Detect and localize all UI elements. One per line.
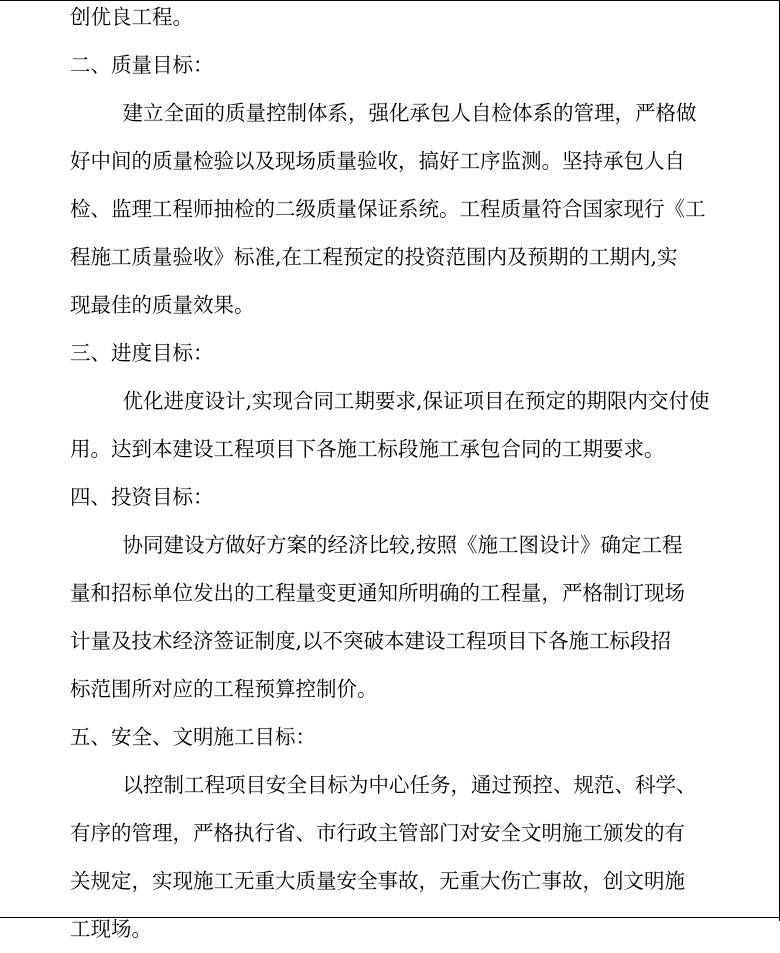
safety-line-2: 有序的管理，严格执行省、市行政主管部门对安全文明施工颁发的有 (70, 821, 685, 845)
section-heading-investment: 四、投资目标： (70, 485, 214, 509)
section-heading-schedule: 三、进度目标： (70, 341, 214, 365)
quality-line-1: 建立全面的质量控制体系，强化承包人自检体系的管理，严格做 (102, 101, 697, 125)
safety-line-1: 以控制工程项目安全目标为中心任务，通过预控、规范、科学、 (102, 773, 697, 797)
investment-line-3: 计量及技术经济签证制度,以不突破本建设工程项目下各施工标段招 (70, 629, 672, 653)
schedule-line-1: 优化进度设计,实现合同工期要求,保证项目在预定的期限内交付使 (102, 389, 710, 413)
intro-tail-line: 创优良工程。 (70, 5, 193, 29)
safety-line-4: 工现场。 (70, 917, 152, 941)
section-heading-safety: 五、安全、文明施工目标： (70, 725, 316, 749)
safety-line-3: 关规定，实现施工无重大质量安全事故，无重大伤亡事故，创文明施 (70, 869, 685, 893)
document-body (70, 0, 710, 953)
investment-line-1: 协同建设方做好方案的经济比较,按照《施工图设计》确定工程 (102, 533, 683, 557)
investment-line-4: 标范围所对应的工程预算控制价。 (70, 677, 378, 701)
quality-line-4: 程施工质量验收》标准,在工程预定的投资范围内及预期的工期内,实 (70, 245, 678, 269)
section-heading-quality: 二、质量目标： (70, 53, 214, 77)
investment-line-2: 量和招标单位发出的工程量变更通知所明确的工程量，严格制订现场 (70, 581, 685, 605)
quality-line-5: 现最佳的质量效果。 (70, 293, 255, 317)
quality-line-2: 好中间的质量检验以及现场质量验收，搞好工序监测。坚持承包人自 (70, 149, 685, 173)
quality-line-3: 检、监理工程师抽检的二级质量保证系统。工程质量符合国家现行《工 (70, 197, 706, 221)
schedule-line-2: 用。达到本建设工程项目下各施工标段施工承包合同的工期要求。 (70, 437, 665, 461)
